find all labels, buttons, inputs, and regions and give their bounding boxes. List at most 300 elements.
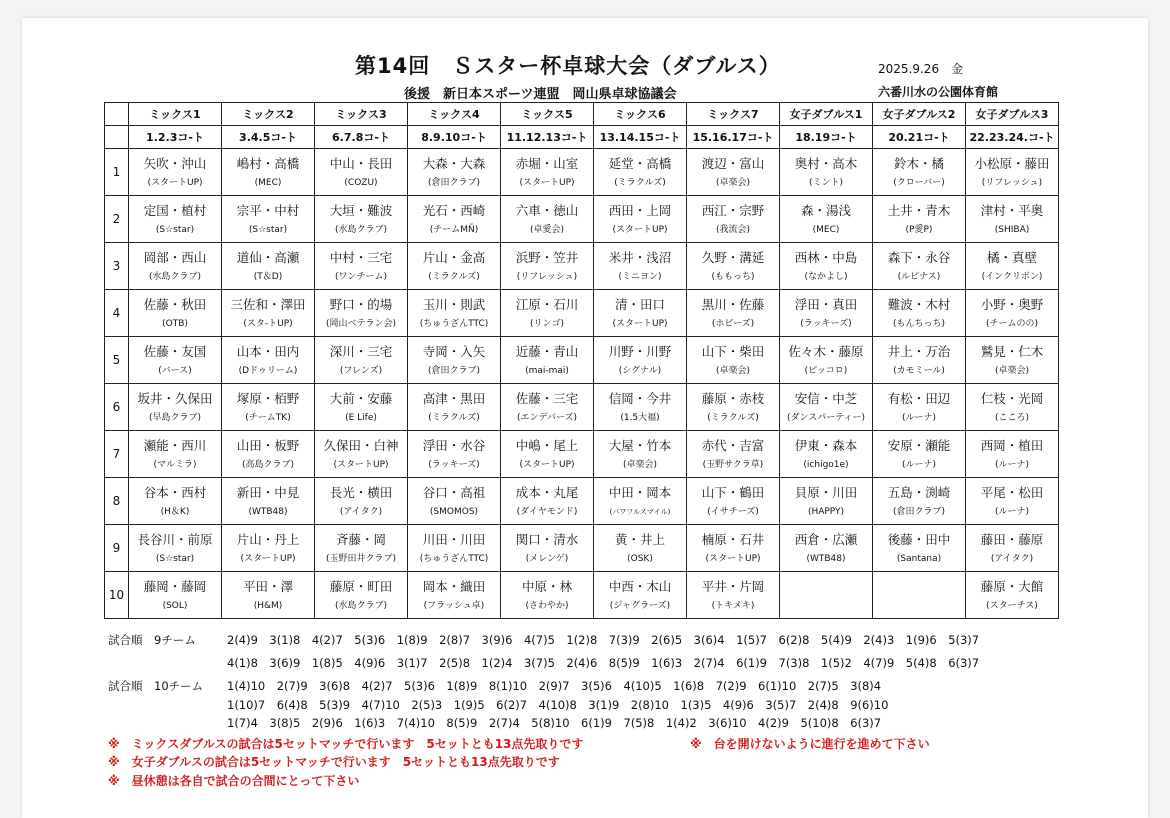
team-cell <box>408 384 501 431</box>
match-order-10-line: 1(10)7 6(4)8 5(3)9 4(7)10 2(5)3 1(9)5 6(2)7 4(10)8 3(1)9 2(8)10 1(3)5 4(9)6 3(5)7 2(4)8 9(6)10 <box>227 698 889 712</box>
club-name: (水島クラブ) <box>334 224 388 235</box>
team-row <box>105 478 1059 525</box>
team-cell <box>594 478 687 525</box>
club-name: (フラッシュ卓) <box>423 600 485 611</box>
club-name: (ルーナ) <box>901 459 937 470</box>
division-header: ミックス2 <box>222 103 315 126</box>
pair-names: 佐藤・三宅 <box>515 390 579 406</box>
pair-names: 井上・万治 <box>887 343 951 359</box>
pair-names: 六車・徳山 <box>515 202 579 218</box>
pair-names: 延堂・高橋 <box>608 155 672 171</box>
pair-names: 中村・三宅 <box>329 249 393 265</box>
team-cell <box>315 384 408 431</box>
team-cell <box>687 478 780 525</box>
division-header-row <box>105 103 1059 126</box>
note-lunch-break: ※ 昼休憩は各自で試合の合間にとって下さい <box>108 774 360 788</box>
pair-names: 藤原・大館 <box>980 578 1044 594</box>
team-cell <box>594 431 687 478</box>
pair-names: 貝原・川田 <box>794 484 858 500</box>
club-name: (ミニヨン) <box>618 271 662 282</box>
club-name: (倉田クラブ) <box>427 365 481 376</box>
team-cell <box>594 196 687 243</box>
pair-names: 平尾・松田 <box>980 484 1044 500</box>
club-name: (アイタク) <box>339 506 383 517</box>
division-header: 女子ダブルス1 <box>780 103 873 126</box>
club-name: (ダイヤモンド) <box>516 506 578 517</box>
pair-names: 土井・青木 <box>887 202 951 218</box>
match-order-9-line: 2(4)9 3(1)8 4(2)7 5(3)6 1(8)9 2(8)7 3(9)6 4(7)5 1(2)8 7(3)9 2(6)5 3(6)4 1(5)7 6(2)8 5(4)9 2(4)3 1(9)6 5(3)7 <box>227 633 980 647</box>
club-name: (ミラクルズ) <box>428 271 480 282</box>
team-table <box>104 102 1059 619</box>
team-cell <box>222 384 315 431</box>
team-cell <box>780 525 873 572</box>
club-name: (MEC) <box>812 224 840 235</box>
club-name: (チームMÑ) <box>429 224 479 235</box>
club-name: (WTB48) <box>806 553 846 564</box>
club-name: (高島クラブ) <box>241 459 295 470</box>
row-number: 9 <box>105 525 129 572</box>
team-cell <box>966 337 1059 384</box>
pair-names: 西岡・植田 <box>980 437 1044 453</box>
team-cell <box>966 149 1059 196</box>
division-header: 女子ダブルス3 <box>966 103 1059 126</box>
pair-names: 森・湯浅 <box>800 202 851 218</box>
pair-names: 佐藤・友国 <box>143 343 207 359</box>
note-mixed-doubles: ※ ミックスダブルスの試合は5セットマッチで行います 5セットとも13点先取りです <box>108 737 584 751</box>
pair-names: 中嶋・尾上 <box>515 437 579 453</box>
team-cell <box>129 243 222 290</box>
match-order-10-line: 1(7)4 3(8)5 2(9)6 1(6)3 7(4)10 8(5)9 2(7)4 5(8)10 6(1)9 7(5)8 1(4)2 3(6)10 4(2)9 5(10)8 6(3)7 <box>227 716 882 730</box>
team-cell <box>594 337 687 384</box>
team-cell <box>780 243 873 290</box>
row-number: 3 <box>105 243 129 290</box>
team-cell <box>873 337 966 384</box>
team-cell <box>966 525 1059 572</box>
club-name: (スタートUP) <box>519 177 575 188</box>
pair-names: 米井・浅沼 <box>608 249 672 265</box>
pair-names: 塚原・栢野 <box>236 390 300 406</box>
pair-names: 山下・柴田 <box>701 343 765 359</box>
pair-names: 鷲見・仁木 <box>980 343 1044 359</box>
club-name: (ピッコロ) <box>804 365 848 376</box>
team-cell <box>222 290 315 337</box>
team-cell <box>222 478 315 525</box>
pair-names: 川野・川野 <box>608 343 672 359</box>
division-header: ミックス7 <box>687 103 780 126</box>
club-name: (水島クラブ) <box>148 271 202 282</box>
pair-names: 宗平・中村 <box>236 202 300 218</box>
club-name: (H＆K) <box>160 506 190 517</box>
club-name: (我流会) <box>715 224 751 235</box>
pair-names: 嶋村・高橋 <box>236 155 300 171</box>
pair-names: 大屋・竹本 <box>608 437 672 453</box>
pair-names: 長谷川・前原 <box>137 531 213 547</box>
club-name: (水島クラブ) <box>334 600 388 611</box>
division-header: ミックス4 <box>408 103 501 126</box>
team-table-body <box>105 149 1059 619</box>
pair-names: 渡辺・富山 <box>701 155 765 171</box>
team-cell <box>129 525 222 572</box>
row-number: 8 <box>105 478 129 525</box>
club-name: (リフレッシュ) <box>516 271 578 282</box>
division-header: ミックス6 <box>594 103 687 126</box>
club-name: (mai-mai) <box>525 365 569 376</box>
pair-names: 新田・中見 <box>236 484 300 500</box>
team-cell <box>873 572 966 619</box>
club-name: (カモミール) <box>893 365 945 376</box>
club-name: (P愛P) <box>905 224 933 235</box>
pair-names: 坂井・久保田 <box>137 390 213 406</box>
team-cell <box>594 290 687 337</box>
team-cell <box>966 243 1059 290</box>
court-header: 15.16.17コ-ト <box>687 126 780 149</box>
court-header-row <box>105 126 1059 149</box>
club-name: (ちゅうざんTTC) <box>419 553 489 564</box>
team-cell <box>129 384 222 431</box>
team-cell <box>222 572 315 619</box>
team-row <box>105 290 1059 337</box>
pair-names: 三佐和・澤田 <box>230 296 306 312</box>
match-order-9-line: 4(1)8 3(6)9 1(8)5 4(9)6 3(1)7 2(5)8 1(2)4 3(7)5 2(4)6 8(5)9 1(6)3 2(7)4 6(1)9 7(3)8 1(5)2 4(7)9 5(4)8 6(3)7 <box>227 656 980 670</box>
match-order-10-label: 試合順 10チーム <box>108 679 204 693</box>
club-name: (インクリボン) <box>981 271 1043 282</box>
club-name: (COZU) <box>344 177 378 188</box>
court-header: 8.9.10コ-ト <box>408 126 501 149</box>
pair-names: 中山・長田 <box>329 155 393 171</box>
pair-names: 高津・黒田 <box>422 390 486 406</box>
club-name: (クローバー) <box>893 177 945 188</box>
pair-names: 矢吹・沖山 <box>143 155 207 171</box>
club-name: (ルーナ) <box>994 459 1030 470</box>
court-header: 20.21コ-ト <box>873 126 966 149</box>
pair-names: 山田・板野 <box>236 437 300 453</box>
team-cell <box>873 196 966 243</box>
club-name: (ichigo1e) <box>803 459 849 470</box>
row-number: 1 <box>105 149 129 196</box>
pair-names: 山本・田内 <box>236 343 300 359</box>
pair-names: 信岡・今井 <box>608 390 672 406</box>
team-row <box>105 243 1059 290</box>
club-name: (岡山ベテラン会) <box>325 318 397 329</box>
team-cell <box>501 337 594 384</box>
club-name: (卓楽会) <box>715 365 751 376</box>
club-name: (ダンスパーティー) <box>786 412 866 423</box>
club-name: (H&M) <box>253 600 283 611</box>
team-cell <box>501 196 594 243</box>
team-cell <box>222 525 315 572</box>
team-row <box>105 149 1059 196</box>
pair-names: 小野・奥野 <box>980 296 1044 312</box>
team-cell <box>780 478 873 525</box>
team-cell <box>594 243 687 290</box>
pair-names: 黄・井上 <box>614 531 665 547</box>
pair-names: 赤堀・山室 <box>515 155 579 171</box>
corner-cell <box>105 103 129 126</box>
pair-names: 大垣・難波 <box>329 202 393 218</box>
club-name: (スタートUP) <box>705 553 761 564</box>
pair-names: 谷本・西村 <box>143 484 207 500</box>
club-name: (もんちっち) <box>892 318 946 329</box>
club-name: (1.5大福) <box>620 412 660 423</box>
venue: 六番川水の公園体育館 <box>878 85 999 99</box>
pair-names: 大森・大森 <box>422 155 486 171</box>
court-header: 6.7.8コ-ト <box>315 126 408 149</box>
club-name: (ルーナ) <box>901 412 937 423</box>
team-cell <box>315 337 408 384</box>
team-cell <box>315 149 408 196</box>
club-name: (SHIBA) <box>994 224 1030 235</box>
club-name: (SOL) <box>162 600 188 611</box>
club-name: (リフレッシュ) <box>981 177 1043 188</box>
division-header: 女子ダブルス2 <box>873 103 966 126</box>
club-name: (SMOMOS) <box>429 506 479 517</box>
club-name: (玉野田井クラブ) <box>325 553 397 564</box>
team-cell <box>873 384 966 431</box>
club-name: (T＆D) <box>253 271 283 282</box>
pair-names: 中原・林 <box>521 578 572 594</box>
row-number: 7 <box>105 431 129 478</box>
team-row <box>105 337 1059 384</box>
club-name: (バース) <box>158 365 192 376</box>
note-womens-doubles: ※ 女子ダブルスの試合は5セットマッチで行います 5セットとも13点先取りです <box>108 755 560 769</box>
team-row <box>105 431 1059 478</box>
pair-names: 深川・三宅 <box>329 343 393 359</box>
club-name: (ラッキーズ) <box>428 459 480 470</box>
club-name: (シグナル) <box>618 365 662 376</box>
club-name: (HAPPY) <box>807 506 845 517</box>
team-cell <box>873 478 966 525</box>
pair-names: 久野・溝延 <box>701 249 765 265</box>
club-name: (スタートUP) <box>147 177 203 188</box>
court-header: 13.14.15コ-ト <box>594 126 687 149</box>
club-name: (フレンズ) <box>339 365 383 376</box>
club-name: (WTB48) <box>248 506 288 517</box>
team-cell <box>687 243 780 290</box>
pair-names: 近藤・青山 <box>515 343 579 359</box>
court-header: 11.12.13コ-ト <box>501 126 594 149</box>
club-name: (エンデバーズ) <box>516 412 578 423</box>
club-name: (ジャグラーズ) <box>609 600 671 611</box>
team-cell <box>966 384 1059 431</box>
division-header: ミックス3 <box>315 103 408 126</box>
team-cell <box>966 290 1059 337</box>
team-cell <box>873 243 966 290</box>
team-cell <box>408 196 501 243</box>
division-header: ミックス1 <box>129 103 222 126</box>
team-cell <box>873 431 966 478</box>
club-name: (ちゅうざんTTC) <box>419 318 489 329</box>
team-cell <box>315 478 408 525</box>
pair-names: 浮田・真田 <box>794 296 858 312</box>
team-row <box>105 572 1059 619</box>
team-cell <box>780 337 873 384</box>
pair-names: 安信・中芝 <box>794 390 858 406</box>
pair-names: 瀬能・西川 <box>143 437 207 453</box>
team-cell <box>222 243 315 290</box>
court-header: 18.19コ-ト <box>780 126 873 149</box>
club-name: (ミラクルズ) <box>614 177 666 188</box>
pair-names: 仁枝・光岡 <box>980 390 1044 406</box>
team-cell <box>315 196 408 243</box>
pair-names: 谷口・高祖 <box>422 484 486 500</box>
club-name: (倉田クラブ) <box>892 506 946 517</box>
pair-names: 中西・木山 <box>608 578 672 594</box>
team-cell <box>966 196 1059 243</box>
row-number: 4 <box>105 290 129 337</box>
corner-cell <box>105 126 129 149</box>
team-cell <box>129 149 222 196</box>
team-cell <box>687 290 780 337</box>
pair-names: 佐々木・藤原 <box>788 343 864 359</box>
team-cell <box>501 572 594 619</box>
team-cell <box>408 337 501 384</box>
team-row <box>105 196 1059 243</box>
pair-names: 森下・永谷 <box>887 249 951 265</box>
team-cell <box>687 384 780 431</box>
club-name: (ラッキーズ) <box>800 318 852 329</box>
pair-names: 安原・瀬能 <box>887 437 951 453</box>
club-name: (ルーナ) <box>994 506 1030 517</box>
club-name: (早島クラブ) <box>148 412 202 423</box>
team-cell <box>501 149 594 196</box>
pair-names: 玉川・則武 <box>422 296 486 312</box>
club-name: (玉野サクラ草) <box>702 459 764 470</box>
team-cell <box>222 149 315 196</box>
club-name: (OTB) <box>162 318 188 329</box>
pair-names: 光石・西崎 <box>422 202 486 218</box>
pair-names: 斉藤・岡 <box>335 531 386 547</box>
pair-names: 野口・的場 <box>329 296 393 312</box>
pair-names: 小松原・藤田 <box>974 155 1050 171</box>
club-name: (ミラクルズ) <box>707 412 759 423</box>
pair-names: 五島・渕崎 <box>887 484 951 500</box>
club-name: (ホビーズ) <box>711 318 755 329</box>
court-header: 1.2.3コ-ト <box>129 126 222 149</box>
team-cell <box>129 572 222 619</box>
club-name: (さわやか) <box>525 600 569 611</box>
pair-names: 西江・宗野 <box>701 202 765 218</box>
team-cell <box>687 572 780 619</box>
court-header: 3.4.5コ-ト <box>222 126 315 149</box>
team-cell <box>501 243 594 290</box>
club-name: (リンゴ) <box>529 318 565 329</box>
club-name: (OSK) <box>627 553 653 564</box>
pair-names: 片山・丹上 <box>236 531 300 547</box>
team-row <box>105 384 1059 431</box>
club-name: (Dドゥリーム) <box>238 365 298 376</box>
pair-names: 久保田・白神 <box>323 437 399 453</box>
pair-names: 奥村・高木 <box>794 155 858 171</box>
pair-names: 平井・片岡 <box>701 578 765 594</box>
team-cell <box>501 525 594 572</box>
club-name: (倉田クラブ) <box>427 177 481 188</box>
pair-names: 長光・横田 <box>329 484 393 500</box>
team-cell <box>687 431 780 478</box>
club-name: (スタートUP) <box>612 224 668 235</box>
team-cell <box>129 478 222 525</box>
club-name: (スタ-トUP) <box>243 318 293 329</box>
pair-names: 藤原・町田 <box>329 578 393 594</box>
pair-names: 西林・中島 <box>794 249 858 265</box>
club-name: (スタートUP) <box>333 459 389 470</box>
team-cell <box>780 290 873 337</box>
pair-names: 橘・真壁 <box>986 249 1037 265</box>
pair-names: 藤原・赤枝 <box>701 390 765 406</box>
club-name: (卓愛会) <box>529 224 565 235</box>
team-cell <box>966 431 1059 478</box>
pair-names: 成本・丸尾 <box>515 484 579 500</box>
team-cell <box>594 572 687 619</box>
team-cell <box>408 525 501 572</box>
team-cell <box>501 431 594 478</box>
pair-names: 赤代・吉富 <box>701 437 765 453</box>
club-name: (ミラクルズ) <box>428 412 480 423</box>
club-name: (Santana) <box>896 553 942 564</box>
club-name: (ももっち) <box>711 271 755 282</box>
club-name: (MEC) <box>254 177 282 188</box>
sponsor-line: 後援 新日本スポーツ連盟 岡山県卓球協議会 <box>404 87 677 102</box>
team-cell <box>408 431 501 478</box>
team-cell <box>222 196 315 243</box>
club-name: (メレンゲ) <box>525 553 569 564</box>
club-name: (スターチス) <box>986 600 1038 611</box>
team-cell <box>501 384 594 431</box>
pair-names: 寺岡・入矢 <box>422 343 486 359</box>
club-name: (パワフルスマイル) <box>609 507 671 516</box>
team-row <box>105 525 1059 572</box>
pair-names: 浜野・笠井 <box>515 249 579 265</box>
team-cell <box>408 149 501 196</box>
club-name: (アイタク) <box>990 553 1034 564</box>
row-number: 10 <box>105 572 129 619</box>
pair-names: 藤岡・藤岡 <box>143 578 207 594</box>
club-name: (S☆star) <box>155 553 195 564</box>
pair-names: 西倉・広瀬 <box>794 531 858 547</box>
event-date: 2025.9.26 金 <box>878 62 964 76</box>
division-header: ミックス5 <box>501 103 594 126</box>
team-cell <box>966 478 1059 525</box>
team-cell <box>687 337 780 384</box>
club-name: (イサチーズ) <box>707 506 759 517</box>
club-name: (卓楽会) <box>715 177 751 188</box>
pair-names: 江原・石川 <box>515 296 579 312</box>
club-name: (ルピナス) <box>897 271 941 282</box>
pair-names: 片山・金高 <box>422 249 486 265</box>
club-name: (卓楽会) <box>994 365 1030 376</box>
club-name: (E Life) <box>345 412 377 423</box>
match-order-9-label: 試合順 9チーム <box>108 633 196 647</box>
team-cell <box>408 290 501 337</box>
club-name: (卓楽会) <box>622 459 658 470</box>
pair-names: 中田・岡本 <box>608 484 672 500</box>
team-cell <box>315 243 408 290</box>
team-cell <box>408 572 501 619</box>
club-name: (こころ) <box>994 412 1030 423</box>
court-header: 22.23.24.コ-ト <box>966 126 1059 149</box>
team-cell <box>873 149 966 196</box>
pair-names: 浮田・水谷 <box>422 437 486 453</box>
team-cell <box>501 478 594 525</box>
row-number: 5 <box>105 337 129 384</box>
club-name: (S☆star) <box>248 224 288 235</box>
pair-names: 定国・植村 <box>143 202 207 218</box>
pair-names: 道仙・高瀬 <box>236 249 300 265</box>
club-name: (スタートUP) <box>240 553 296 564</box>
row-number: 6 <box>105 384 129 431</box>
club-name: (なかよし) <box>804 271 848 282</box>
club-name: (チームTK) <box>245 412 291 423</box>
team-cell <box>687 149 780 196</box>
